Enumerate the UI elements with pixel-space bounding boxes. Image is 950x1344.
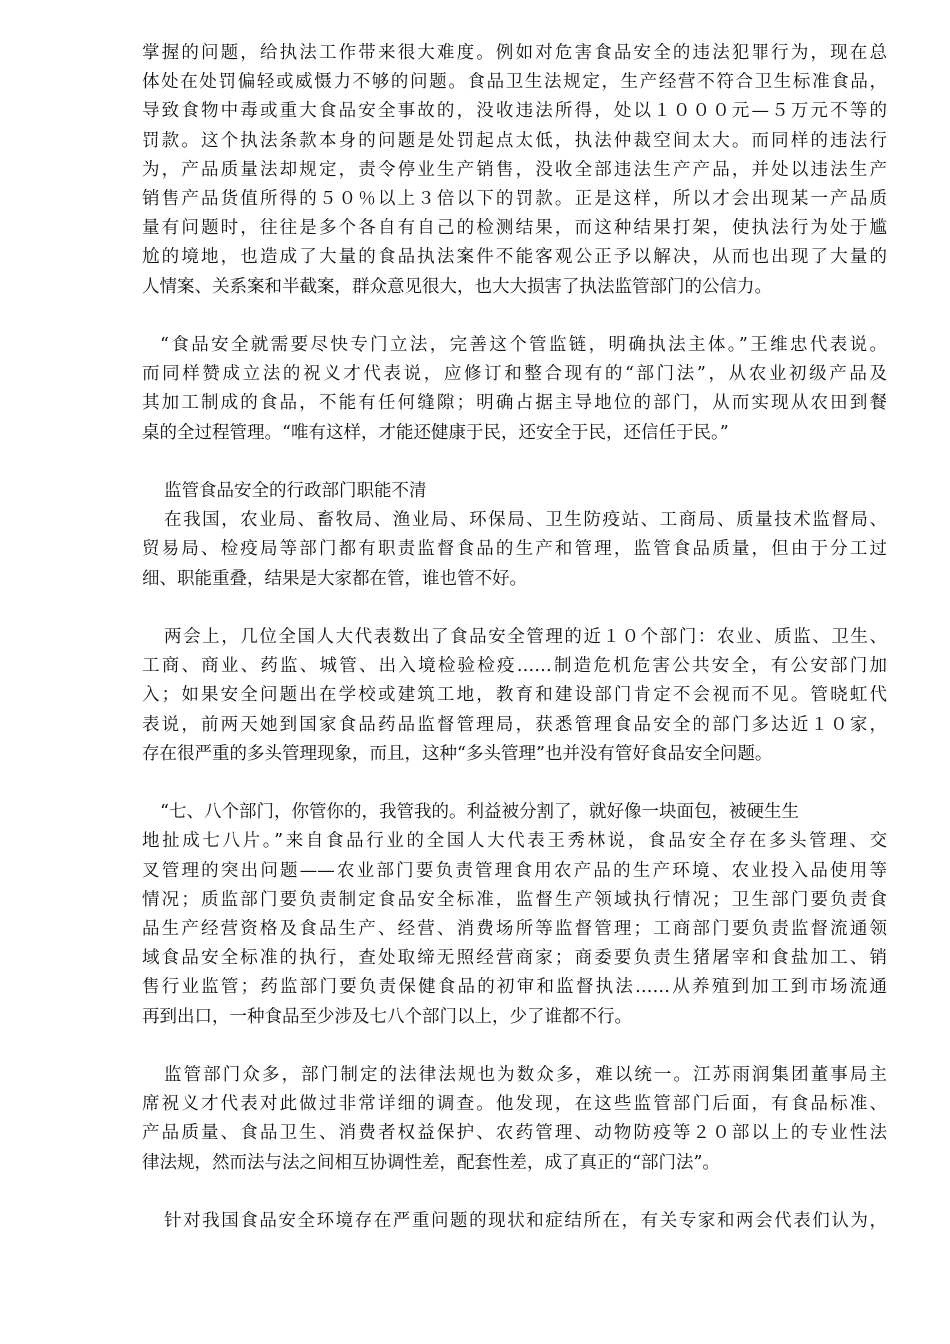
section-heading: 监管食品安全的行政部门职能不清 <box>164 481 427 502</box>
text-line: 量有问题时，往往是多个各自有自己的检测结果，而这种结果打架，使执法行为处于尴 <box>142 218 887 239</box>
text-line: 尬的境地，也造成了大量的食品执法案件不能客观公正予以解决，从而也出现了大量的 <box>142 247 887 268</box>
text-line: 域食品安全标准的执行，查处取缔无照经营商家；商委要负责生猪屠宰和食盐加工、销 <box>142 948 887 969</box>
paragraph-5 <box>142 798 887 1032</box>
text-line: 人情案、关系案和半截案，群众意见很大，也大大损害了执法监管部门的公信力。 <box>142 276 772 297</box>
text-line: 再到出口，一种食品至少涉及七八个部门以上，少了谁都不行。 <box>142 1006 632 1027</box>
text-line: 地扯成七八片。”来自食品行业的全国人大代表王秀林说，食品安全存在多头管理、交 <box>142 831 887 852</box>
text-line: 表说，前两天她到国家食品药品监督管理局，获悉管理食品安全的部门多达近１０家， <box>142 714 887 735</box>
paragraph-6 <box>142 1061 887 1178</box>
document-body <box>142 39 887 1236</box>
text-line: 掌握的问题，给执法工作带来很大难度。例如对危害食品安全的违法犯罪行为，现在总 <box>142 43 887 63</box>
paragraph-gap <box>142 1178 887 1207</box>
text-line: 桌的全过程管理。“唯有这样，才能还健康于民，还安全于民，还信任于民。” <box>142 422 729 443</box>
paragraph-4 <box>142 623 887 769</box>
text-line: 贸易局、检疫局等部门都有职责监督食品的生产和管理，监管食品质量，但由于分工过 <box>142 539 887 560</box>
paragraph-2 <box>142 331 887 448</box>
paragraph-gap <box>142 448 887 477</box>
paragraph-gap <box>142 594 887 623</box>
text-line: 销售产品货值所得的５０％以上３倍以下的罚款。正是这样，所以才会出现某一产品质 <box>142 189 887 210</box>
text-line: 罚款。这个执法条款本身的问题是处罚起点太低，执法仲裁空间太大。而同样的违法行 <box>142 130 887 151</box>
paragraph-3 <box>142 477 887 594</box>
text-line: 情况；质监部门要负责制定食品安全标准，监督生产领域执行情况；卫生部门要负责食 <box>142 889 887 910</box>
text-line: 体处在处罚偏轻或威慑力不够的问题。食品卫生法规定，生产经营不符合卫生标准食品， <box>142 72 887 93</box>
text-line: 存在很严重的多头管理现象，而且，这种“多头管理”也并没有管好食品安全问题。 <box>142 743 773 764</box>
text-line: 而同样赞成立法的祝义才代表说，应修订和整合现有的“部门法”，从农业初级产品及 <box>142 364 887 385</box>
text-line: 两会上，几位全国人大代表数出了食品安全管理的近１０个部门：农业、质监、卫生、 <box>164 627 887 648</box>
text-line: 叉管理的突出问题——农业部门要负责管理食用农产品的生产环境、农业投入品使用等 <box>142 860 887 881</box>
paragraph-gap <box>142 769 887 798</box>
paragraph-7 <box>142 1207 887 1236</box>
text-line: 细、职能重叠，结果是大家都在管，谁也管不好。 <box>142 568 527 589</box>
text-line: 针对我国食品安全环境存在严重问题的现状和症结所在，有关专家和两会代表们认为， <box>164 1211 887 1232</box>
text-line: 席祝义才代表对此做过非常详细的调查。他发现，在这些监管部门后面，有食品标准、 <box>142 1094 887 1115</box>
paragraph-gap <box>142 1032 887 1061</box>
text-line: 其加工制成的食品，不能有任何缝隙；明确占据主导地位的部门，从而实现从农田到餐 <box>142 393 887 414</box>
text-line: 律法规，然而法与法之间相互协调性差，配套性差，成了真正的“部门法”。 <box>142 1152 720 1173</box>
text-line: 售行业监管；药监部门要负责保健食品的初审和监督执法……从养殖到加工到市场流通 <box>142 977 887 998</box>
text-line: 工商、商业、药监、城管、出入境检验检疫……制造危机危害公共安全，有公安部门加 <box>142 656 887 677</box>
text-line: 品生产经营资格及食品生产、经营、消费场所等监督管理；工商部门要负责监督流通领 <box>142 919 887 940</box>
text-line: 在我国，农业局、畜牧局、渔业局、环保局、卫生防疫站、工商局、质量技术监督局、 <box>164 510 887 531</box>
text-line: 导致食物中毒或重大食品安全事故的，没收违法所得，处以１０００元—５万元不等的 <box>142 101 887 122</box>
paragraph-1 <box>142 39 887 302</box>
text-line: 产品质量、食品卫生、消费者权益保护、农药管理、动物防疫等２０部以上的专业性法 <box>142 1123 887 1144</box>
text-line: 监管部门众多，部门制定的法律法规也为数众多，难以统一。江苏雨润集团董事局主 <box>164 1065 887 1086</box>
text-line: “七、八个部门，你管你的，我管我的。利益被分割了，就好像一块面包，被硬生生 <box>160 802 799 823</box>
paragraph-gap <box>142 302 887 331</box>
text-line: 为，产品质量法却规定，责令停业生产销售，没收全部违法生产产品，并处以违法生产 <box>142 159 887 180</box>
text-line: “食品安全就需要尽快专门立法，完善这个管监链，明确执法主体。”王维忠代表说。 <box>160 335 887 356</box>
text-line: 入；如果安全问题出在学校或建筑工地，教育和建设部门肯定不会视而不见。管晓虹代 <box>142 685 887 706</box>
